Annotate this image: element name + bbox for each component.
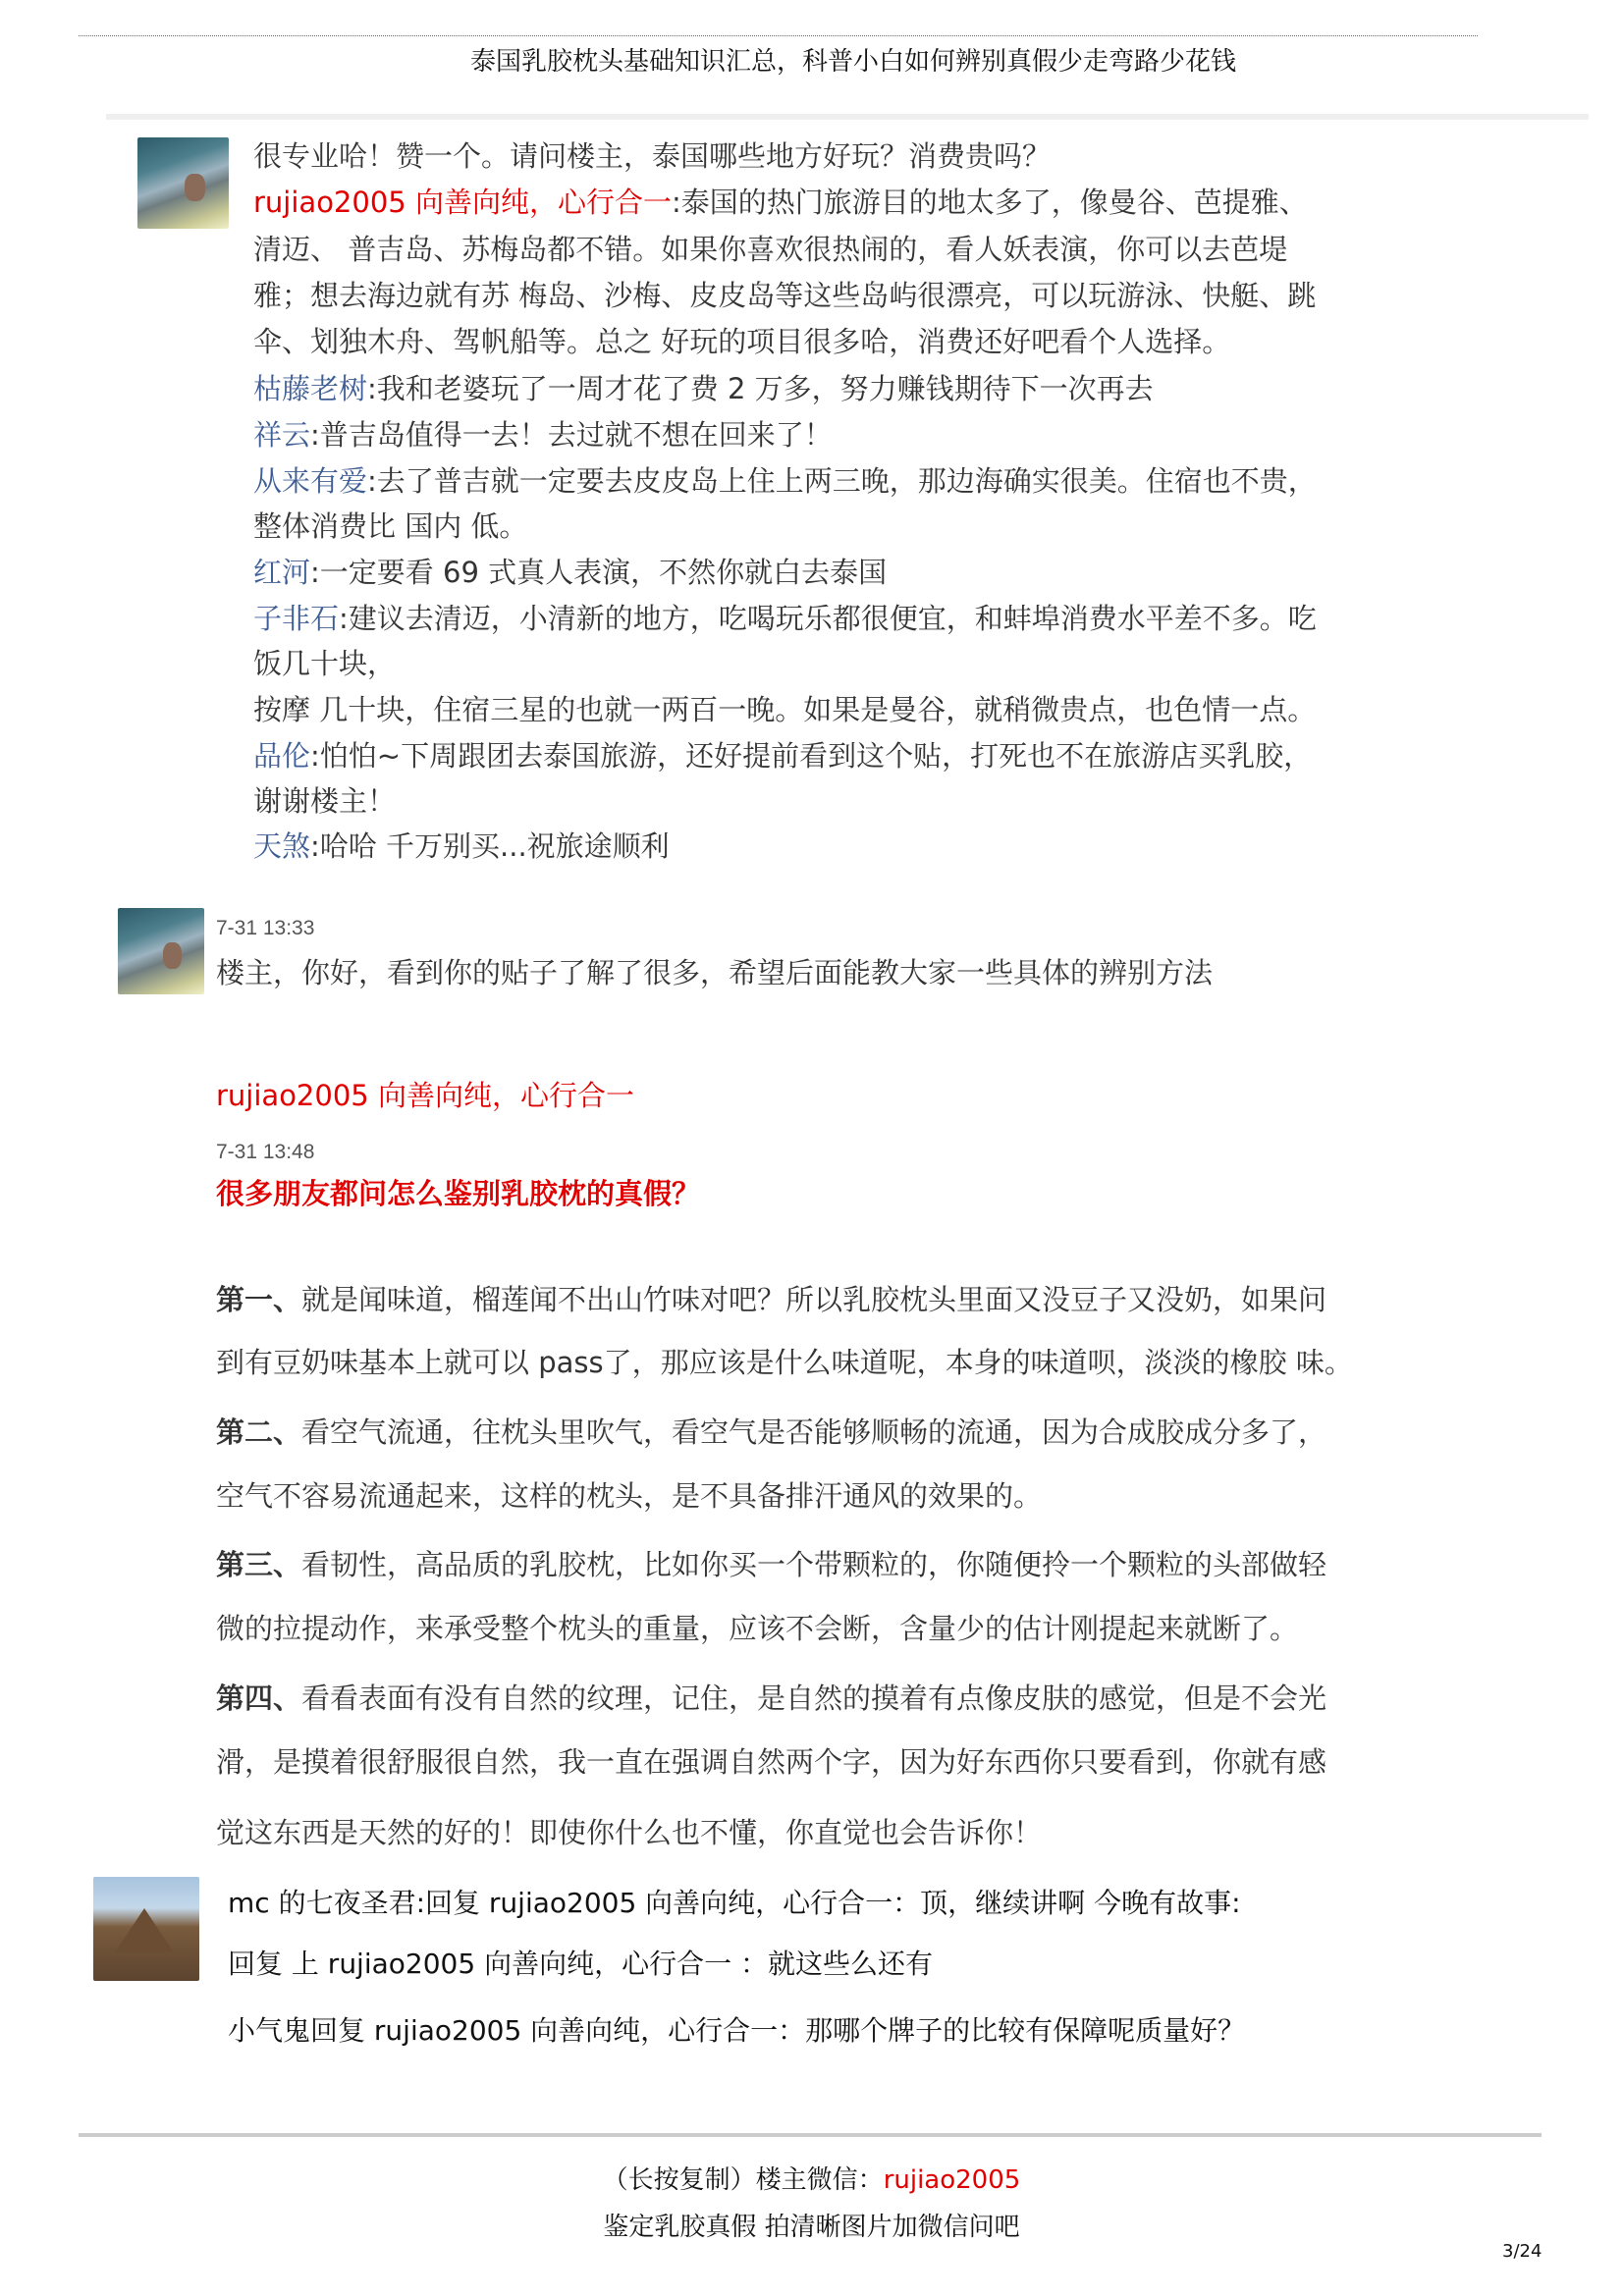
- point-label: 第二、: [216, 1415, 302, 1449]
- point-paragraph: 第二、看空气流通，往枕头里吹气，看空气是否能够顺畅的流通，因为合成胶成分多了，: [216, 1415, 1327, 1449]
- reply-username-link[interactable]: 子非石: [253, 602, 340, 635]
- reply-line: rujiao2005 向善向纯，心行合一:泰国的热门旅游目的地太多了，像曼谷、芭提雅、: [253, 186, 1308, 219]
- reply-line: 祥云:普吉岛值得一去！去过就不想在回来了！: [253, 418, 833, 452]
- reply-username-link[interactable]: 天煞: [253, 829, 311, 863]
- reply-text: 饭几十块，: [253, 647, 397, 680]
- reply-username-link[interactable]: 红河: [253, 556, 311, 589]
- reply-line: mc 的七夜圣君:回复 rujiao2005 向善向纯，心行合一：顶，继续讲啊 今晚有故事:: [228, 1887, 1241, 1919]
- point-label: 第三、: [216, 1548, 302, 1581]
- post-timestamp: 7-31 13:48: [216, 1141, 315, 1163]
- wechat-id-link[interactable]: rujiao2005: [883, 2165, 1021, 2195]
- reply-line: 红河:一定要看 69 式真人表演，不然你就白去泰国: [253, 556, 888, 589]
- page-number: 3/24: [1502, 2241, 1542, 2262]
- reply-line: 从来有爱:去了普吉就一定要去皮皮岛上住上两三晚，那边海确实很美。住宿也不贵，: [253, 464, 1317, 498]
- mountain-avatar-icon[interactable]: [93, 1877, 199, 1981]
- point-text: 觉这东西是天然的好的！即使你什么也不懂，你直觉也会告诉你！: [216, 1816, 1043, 1849]
- reply-line: 回复 上 rujiao2005 向善向纯，心行合一 ：就这些么还有: [228, 1948, 933, 1980]
- document-title: 泰国乳胶枕头基础知识汇总，科普小白如何辨别真假少走弯路少花钱: [469, 47, 1236, 77]
- reply-username-link[interactable]: 品伦: [253, 739, 311, 773]
- reply-author-link[interactable]: rujiao2005 向善向纯，心行合一: [253, 186, 672, 219]
- point-paragraph: 第一、就是闻味道，榴莲闻不出山竹味对吧？所以乳胶枕头里面又没豆子又没奶，如果问: [216, 1283, 1327, 1316]
- post-headline: 很多朋友都问怎么鉴别乳胶枕的真假？: [216, 1177, 701, 1210]
- reply-username-link[interactable]: 从来有爱: [253, 464, 368, 498]
- section-divider: [106, 114, 1589, 120]
- user-avatar-icon[interactable]: [137, 137, 229, 229]
- reply-line: 天煞:哈哈 千万别买...祝旅途顺利: [253, 829, 670, 863]
- point-text: 空气不容易流通起来，这样的枕头，是不具备排汗通风的效果的。: [216, 1479, 1043, 1513]
- comment-timestamp: 7-31 13:33: [216, 917, 315, 939]
- reply-line: 品伦:怕怕~下周跟团去泰国旅游，还好提前看到这个贴，打死也不在旅游店买乳胶，: [253, 739, 1313, 773]
- point-paragraph: 第四、看看表面有没有自然的纹理，记住，是自然的摸着有点像皮肤的感觉，但是不会光: [216, 1682, 1327, 1715]
- reply-text: 按摩 几十块，住宿三星的也就一两百一晚。如果是曼谷，就稍微贵点，也色情一点。: [253, 693, 1317, 726]
- reply-text: 雅；想去海边就有苏 梅岛、沙梅、皮皮岛等这些岛屿很漂亮，可以玩游泳、快艇、跳: [253, 279, 1317, 312]
- reply-text: 伞、划独木舟、驾帆船等。总之 好玩的项目很多哈，消费还好吧看个人选择。: [253, 325, 1231, 358]
- reply-text: 清迈、 普吉岛、苏梅岛都不错。如果你喜欢很热闹的，看人妖表演，你可以去芭堤: [253, 233, 1288, 266]
- footer-divider: [79, 2133, 1542, 2137]
- footer-wechat-line: （长按复制）楼主微信：rujiao2005: [602, 2165, 1021, 2195]
- reply-text: 谢谢楼主！: [253, 784, 397, 818]
- user-avatar-icon[interactable]: [118, 908, 204, 994]
- point-text: 到有豆奶味基本上就可以 pass了，那应该是什么味道呢，本身的味道呗，淡淡的橡胶 味。: [216, 1346, 1353, 1379]
- point-text: 滑，是摸着很舒服很自然，我一直在强调自然两个字，因为好东西你只要看到，你就有感: [216, 1745, 1327, 1779]
- comment-question: 很专业哈！赞一个。请问楼主，泰国哪些地方好玩？消费贵吗？: [253, 139, 1052, 173]
- header-rule: [79, 35, 1478, 36]
- reply-text: 整体消费比 国内 低。: [253, 509, 528, 543]
- point-label: 第四、: [216, 1682, 302, 1715]
- post-author-link[interactable]: rujiao2005 向善向纯，心行合一: [216, 1079, 634, 1112]
- point-text: 微的拉提动作，来承受整个枕头的重量，应该不会断，含量少的估计刚提起来就断了。: [216, 1612, 1299, 1645]
- point-paragraph: 第三、看韧性，高品质的乳胶枕，比如你买一个带颗粒的，你随便拎一个颗粒的头部做轻: [216, 1548, 1327, 1581]
- reply-line: 枯藤老树:我和老婆玩了一周才花了费 2 万多，努力赚钱期待下一次再去: [253, 372, 1154, 405]
- point-label: 第一、: [216, 1283, 302, 1316]
- comment-text: 楼主，你好，看到你的贴子了解了很多，希望后面能教大家一些具体的辨别方法: [216, 956, 1214, 989]
- footer-note: 鉴定乳胶真假 拍清晰图片加微信问吧: [603, 2213, 1020, 2242]
- reply-line: 小气鬼回复 rujiao2005 向善向纯，心行合一：那哪个牌子的比较有保障呢质量好？: [228, 2014, 1246, 2047]
- reply-username-link[interactable]: 祥云: [253, 418, 311, 452]
- reply-line: 子非石:建议去清迈，小清新的地方，吃喝玩乐都很便宜，和蚌埠消费水平差不多。吃: [253, 602, 1317, 635]
- reply-username-link[interactable]: 枯藤老树: [253, 372, 368, 405]
